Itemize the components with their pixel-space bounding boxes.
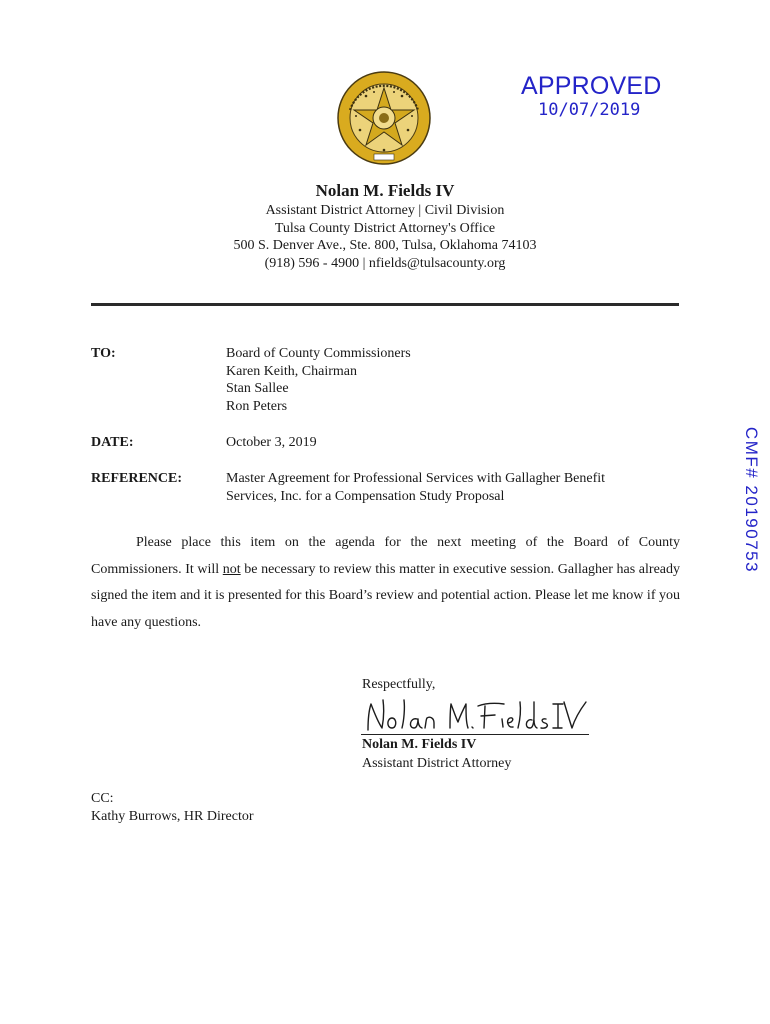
filing-number: CMF# 20190753 — [742, 426, 761, 574]
body-text-2: be necessary to review this matter in executive session. Gallagher has already signed the item and it is presented for this Board’s review and potential action. Please let me know if you have any questions. — [91, 561, 680, 630]
reference-label: REFERENCE: — [91, 471, 183, 486]
cc-recipient: Kathy Burrows, HR Director — [91, 809, 254, 824]
body-text-1: Please place this item on the agenda for the next meeting of the Board of County Commissioners. It will — [91, 535, 680, 577]
to-line: Karen Keith, Chairman — [226, 363, 358, 379]
date-label: DATE: — [91, 435, 134, 450]
signer-name: Nolan M. Fields IV — [362, 737, 477, 752]
approved-stamp: APPROVED — [521, 72, 662, 100]
sender-address: 500 S. Denver Ave., Ste. 800, Tulsa, Oklahoma 74103 — [233, 238, 537, 253]
sender-title: Assistant District Attorney | Civil Division — [265, 203, 505, 218]
to-recipients — [226, 345, 411, 415]
signer-title: Assistant District Attorney — [362, 756, 512, 771]
reference-line: Services, Inc. for a Compensation Study Proposal — [226, 488, 505, 504]
state-seal-icon — [336, 70, 432, 166]
approved-date: 10/07/2019 — [538, 100, 641, 120]
sender-office: Tulsa County District Attorney's Office — [274, 220, 496, 236]
date-value: October 3, 2019 — [226, 435, 317, 450]
header-divider — [91, 303, 679, 306]
to-line: Board of County Commissioners — [226, 346, 411, 361]
reference-line: Master Agreement for Professional Services with Gallagher Benefit — [226, 471, 606, 486]
letterhead — [0, 180, 770, 272]
reference-value — [226, 470, 605, 505]
to-line: Stan Sallee — [226, 381, 289, 396]
signature-line — [361, 734, 589, 735]
salutation: Respectfully, — [362, 677, 436, 692]
to-label: TO: — [91, 346, 116, 361]
body-emphasis: not — [222, 561, 241, 577]
cc-label: CC: — [91, 791, 114, 806]
sender-contact: (918) 596 - 4900 | nfields@tulsacounty.org — [264, 255, 506, 271]
to-line: Ron Peters — [226, 398, 288, 414]
memo-body — [91, 530, 680, 636]
handwritten-signature — [362, 692, 590, 736]
sender-name: Nolan M. Fields IV — [315, 181, 455, 200]
body-paragraph — [91, 530, 680, 636]
